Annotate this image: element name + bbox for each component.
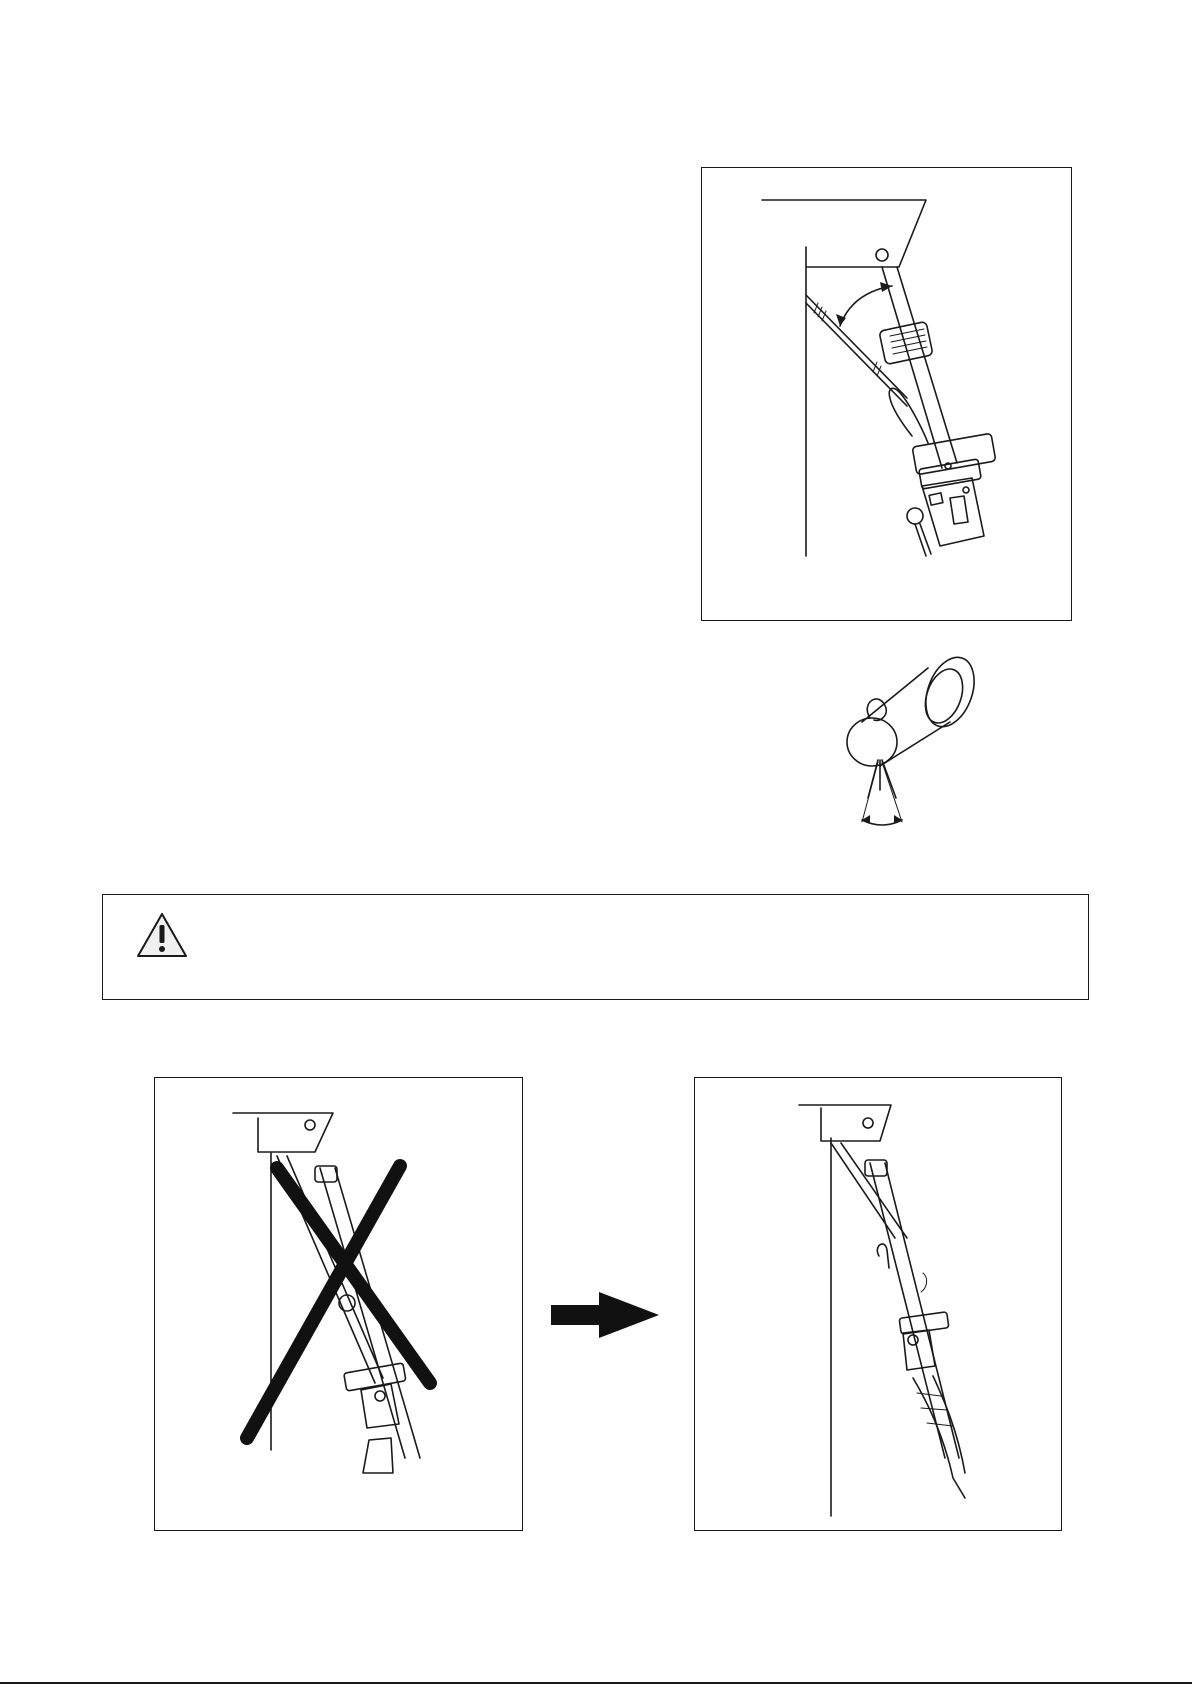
warning-triangle-icon [135,911,189,959]
correct-strap-routing-frame [694,1077,1062,1531]
correct-strap-routing [695,1078,1063,1532]
incorrect-strap-routing [155,1078,524,1532]
footer-rule [0,1682,1192,1684]
strap-angle-diagram-frame [701,167,1072,621]
warning-box [102,894,1089,1000]
pin-angle-diagram [840,650,990,835]
strap-angle-diagram [702,168,1073,622]
incorrect-strap-routing-frame [154,1077,523,1531]
right-arrow-icon [551,1290,661,1340]
